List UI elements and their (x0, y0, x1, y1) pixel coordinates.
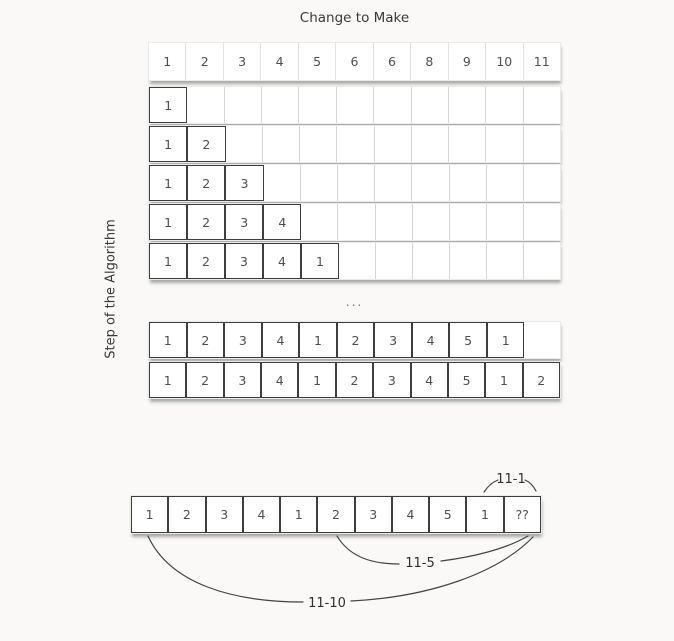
grid-cell (450, 165, 487, 201)
grid-cell (225, 87, 262, 123)
grid-cell (524, 87, 560, 123)
grid-cell (412, 165, 449, 201)
final-row-cell: 1 (466, 496, 503, 533)
step-row-1 (148, 86, 561, 124)
grid-cell: 1 (298, 362, 335, 398)
curve-11-5-left (337, 536, 399, 564)
grid-cell (226, 126, 263, 162)
grid-cell: 2 (186, 362, 223, 398)
grid-cell: 5 (448, 362, 485, 398)
grid-cell: 1 (299, 322, 337, 358)
grid-cell: 3 (225, 165, 263, 201)
grid-cell (413, 243, 450, 279)
grid-cell: 1 (149, 165, 187, 201)
grid-cell (487, 165, 524, 201)
grid-cell (339, 243, 376, 279)
header-cell: 6 (336, 43, 373, 80)
step-row-later-1 (148, 321, 561, 359)
final-row-cell: 2 (168, 496, 205, 533)
final-row-cell: 1 (131, 496, 168, 533)
grid-cell (300, 126, 337, 162)
grid-cell: 2 (337, 322, 375, 358)
figure-title: Change to Make (299, 10, 410, 26)
header-cell: 1 (149, 43, 186, 80)
header-cell: 4 (261, 43, 298, 80)
grid-cell (486, 126, 523, 162)
grid-cell (487, 243, 524, 279)
grid-cell: 4 (262, 322, 300, 358)
final-row-cell: 4 (392, 496, 429, 533)
header-cell: 11 (524, 43, 560, 80)
final-row (130, 495, 542, 534)
grid-cell (450, 204, 487, 240)
grid-cell: 1 (149, 126, 187, 162)
curve-label-11-5: 11-5 (405, 556, 435, 571)
grid-cell (337, 126, 374, 162)
header-cell: 9 (449, 43, 486, 80)
grid-cell (412, 87, 449, 123)
header-cell: 3 (224, 43, 261, 80)
grid-cell (524, 243, 560, 279)
header-row (148, 42, 561, 81)
final-row-cell: 3 (355, 496, 392, 533)
grid-cell (413, 204, 450, 240)
y-axis-label: Step of the Algorithm (103, 219, 119, 359)
grid-cell: 4 (261, 362, 298, 398)
grid-cell: 2 (523, 362, 560, 398)
grid-cell: 1 (487, 322, 525, 358)
grid-cell (486, 87, 523, 123)
grid-cell (450, 243, 487, 279)
grid-cell (524, 204, 560, 240)
grid-cell (376, 243, 413, 279)
grid-cell (337, 87, 374, 123)
grid-cell: 2 (187, 322, 225, 358)
step-row-later-2 (148, 361, 561, 399)
grid-cell (262, 87, 299, 123)
final-row-cell: 2 (317, 496, 354, 533)
grid-cell (301, 204, 338, 240)
curve-11-1-right (525, 480, 536, 491)
grid-cell: 2 (187, 165, 225, 201)
grid-cell: 4 (263, 243, 301, 279)
grid-cell: 1 (149, 243, 187, 279)
grid-cell (487, 204, 524, 240)
step-row-4 (148, 203, 561, 241)
curve-11-1-left (484, 480, 498, 492)
header-cell: 8 (411, 43, 448, 80)
grid-cell: 1 (149, 322, 187, 358)
grid-cell (338, 204, 375, 240)
grid-cell (187, 87, 224, 123)
grid-cell: 3 (224, 362, 261, 398)
step-row-3 (148, 164, 561, 202)
grid-cell: 2 (336, 362, 373, 398)
header-cell: 6 (374, 43, 411, 80)
curve-11-10-right (351, 537, 533, 601)
step-row-5 (148, 242, 561, 280)
curve-label-11-1: 11-1 (496, 472, 526, 487)
curve-11-5-right (441, 536, 528, 561)
grid-cell (375, 165, 412, 201)
grid-cell: 2 (187, 204, 225, 240)
grid-cell: 3 (225, 204, 263, 240)
grid-cell (524, 322, 560, 358)
grid-cell: 5 (449, 322, 487, 358)
grid-cell: 1 (149, 204, 187, 240)
grid-cell (376, 204, 413, 240)
grid-cell (449, 87, 486, 123)
header-cell: 5 (299, 43, 336, 80)
grid-cell (374, 87, 411, 123)
final-row-cell: 5 (429, 496, 466, 533)
grid-cell (264, 165, 301, 201)
grid-cell (263, 126, 300, 162)
grid-cell (524, 126, 560, 162)
grid-cell (524, 165, 560, 201)
final-row-cell: 1 (280, 496, 317, 533)
grid-cell: 1 (149, 87, 187, 123)
grid-cell: 3 (374, 322, 412, 358)
grid-cell: 3 (225, 243, 263, 279)
grid-cell: 1 (301, 243, 339, 279)
curve-label-11-10: 11-10 (308, 596, 346, 611)
grid-cell: 2 (187, 243, 225, 279)
grid-cell (375, 126, 412, 162)
step-row-2 (148, 125, 561, 163)
grid-cell (299, 87, 336, 123)
grid-cell (449, 126, 486, 162)
final-row-cell: 4 (243, 496, 280, 533)
curve-11-10-left (148, 536, 303, 602)
grid-cell (301, 165, 338, 201)
header-cell: 2 (186, 43, 223, 80)
header-cell: 10 (486, 43, 523, 80)
grid-cell: 4 (412, 322, 450, 358)
grid-cell: 3 (224, 322, 262, 358)
grid-cell: 4 (411, 362, 448, 398)
grid-cell: 3 (373, 362, 410, 398)
final-row-cell: ?? (504, 496, 541, 533)
grid-cell (338, 165, 375, 201)
final-row-cell: 3 (206, 496, 243, 533)
grid-cell: 1 (149, 362, 186, 398)
grid-cell (412, 126, 449, 162)
ellipsis: ... (345, 295, 364, 309)
grid-cell: 4 (263, 204, 301, 240)
grid-cell: 1 (485, 362, 522, 398)
grid-cell: 2 (187, 126, 225, 162)
